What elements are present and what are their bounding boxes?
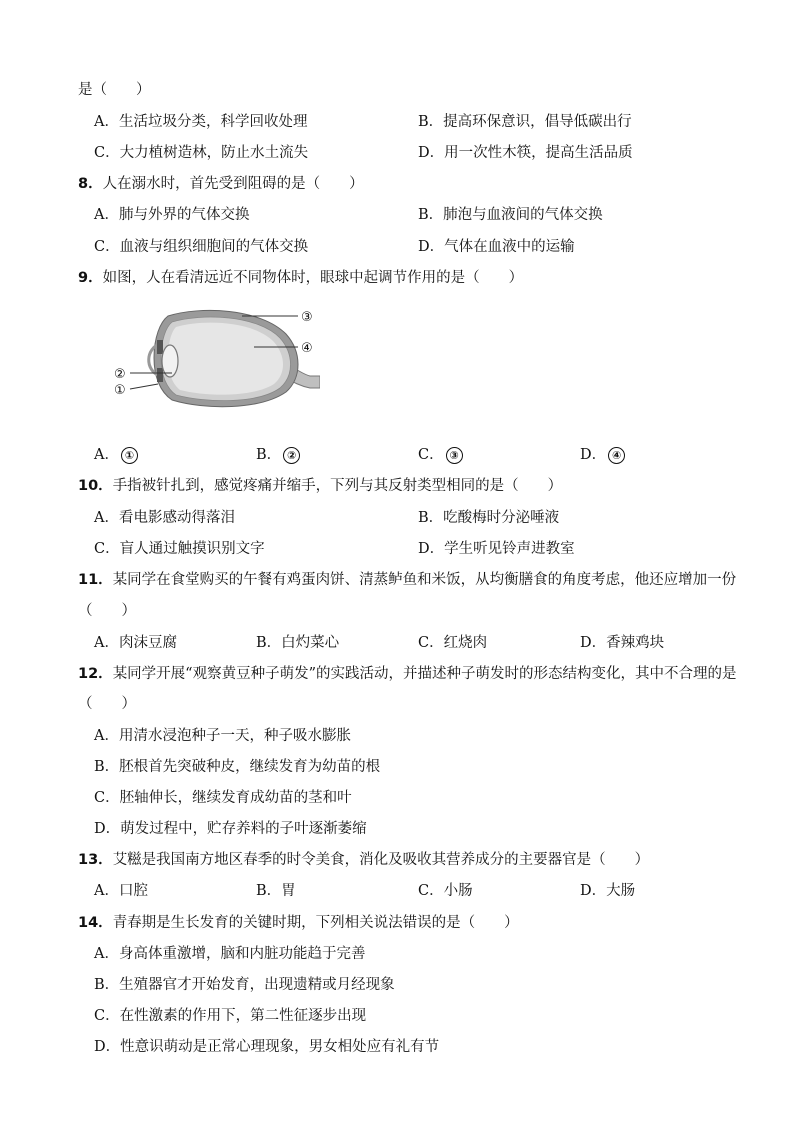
option-text: 香辣鸡块 [606,635,665,651]
q9-option-b [256,445,300,465]
option-letter: A． [94,114,119,130]
question-text: 手指被针扎到，感觉疼痛并缩手，下列与其反射类型相同的是（ ） [112,478,563,494]
option-text: 胚根首先突破种皮，继续发育为幼苗的根 [119,759,381,775]
option-letter: D． [418,145,445,161]
q12-stem-tail: （ ） [78,696,136,712]
question-text: 某同学开展“观察黄豆种子萌发”的实践活动，并描述种子萌发时的形态结构变化，其中不合理的是 [112,666,737,682]
q13-option-b [256,881,296,901]
q7-option-b [418,112,632,132]
q7-option-d [418,143,633,163]
q14-option-a [94,944,365,964]
option-letter: B． [94,977,120,993]
option-text: 在性激素的作用下，第二性征逐步出现 [119,1008,367,1024]
option-text: 提高环保意识，倡导低碳出行 [443,114,632,130]
question-number: 8． [78,176,103,192]
q12-option-d [94,819,367,839]
q13-option-d [580,881,635,901]
option-letter: A． [94,946,119,962]
option-text: 胃 [281,883,296,899]
option-text: ④ [608,447,625,464]
q12-option-a [94,726,351,746]
q11-option-d [580,633,664,653]
option-letter: D． [580,883,607,899]
eye-label-1: ① [114,383,126,398]
option-text: 学生听见铃声进教室 [444,541,575,557]
option-text: 生殖器官才开始发育，出现遗精或月经现象 [119,977,395,993]
option-text: 盲人通过触摸识别文字 [119,541,265,557]
option-text: 身高体重激增，脑和内脏功能趋于完善 [118,946,366,962]
q10-option-b [418,508,559,528]
question-text: 艾糍是我国南方地区春季的时令美食，消化及吸收其营养成分的主要器官是（ ） [112,852,650,868]
q10-stem [78,476,562,496]
option-letter: B． [418,114,444,130]
q7-stem-tail: 是（ ） [78,82,151,98]
option-letter: A． [94,728,119,744]
option-letter: D． [418,239,445,255]
option-text: 小肠 [443,883,473,899]
q13-option-c [418,881,473,901]
q14-option-b [94,975,395,995]
option-text: 生活垃圾分类，科学回收处理 [118,114,308,130]
question-number: 10． [78,478,113,494]
q9-stem [78,268,523,288]
eye-label-3: ③ [301,310,313,325]
q7-option-c [94,143,308,163]
option-letter: A． [94,635,119,651]
q11-option-a [94,633,177,653]
q14-option-d [94,1037,439,1057]
option-text: 肉沫豆腐 [118,635,177,651]
option-text: 性意识萌动是正常心理现象，男女相处应有礼有节 [120,1039,440,1055]
option-letter: A． [94,883,119,899]
option-text: 血液与组织细胞间的气体交换 [119,239,309,255]
q12-option-c [94,788,352,808]
option-text: 萌发过程中，贮存养料的子叶逐渐萎缩 [120,821,367,837]
q11-option-b [256,633,339,653]
option-letter: A． [94,207,119,223]
q11-stem-tail: （ ） [78,603,136,619]
q14-stem [78,913,519,933]
question-text: 某同学在食堂购买的午餐有鸡蛋肉饼、清蒸鲈鱼和米饭，从均衡膳食的角度考虑，他还应增加一份 [112,572,737,588]
option-letter: D． [418,541,445,557]
question-number: 9． [78,270,103,286]
option-text: 大肠 [606,883,636,899]
option-text: 气体在血液中的运输 [444,239,575,255]
question-number: 11． [78,572,113,588]
option-text: 肺泡与血液间的气体交换 [443,207,603,223]
q8-option-c [94,237,308,257]
q8-option-d [418,237,575,257]
q8-stem [78,174,364,194]
option-text: 胚轴伸长，继续发育成幼苗的茎和叶 [119,790,352,806]
option-letter: C． [94,790,120,806]
question-text: 人在溺水时，首先受到阻碍的是（ ） [102,176,364,192]
q10-option-d [418,539,575,559]
option-letter: C． [418,883,444,899]
q13-stem [78,850,649,870]
option-text: ③ [446,447,463,464]
q9-option-a [94,445,138,465]
option-text: ① [121,447,138,464]
question-text: 青春期是生长发育的关键时期，下列相关说法错误的是（ ） [112,915,519,931]
question-number: 13． [78,852,113,868]
option-letter: C． [418,635,444,651]
option-text: 口腔 [118,883,148,899]
option-letter: C． [94,541,120,557]
option-text: 看电影感动得落泪 [118,510,235,526]
option-letter: D． [580,635,607,651]
option-letter: B． [418,207,444,223]
q12-option-b [94,757,380,777]
option-letter: B． [256,447,282,463]
option-letter: C． [94,145,120,161]
q9-option-c [418,445,463,465]
option-text: 红烧肉 [443,635,488,651]
option-text: 白灼菜心 [281,635,340,651]
option-letter: B． [418,510,444,526]
option-letter: C． [94,239,120,255]
option-text: 用清水浸泡种子一天，种子吸水膨胀 [118,728,351,744]
option-letter: A． [94,447,119,463]
option-letter: D． [94,821,121,837]
q11-option-c [418,633,487,653]
q10-option-a [94,508,235,528]
q12-stem [78,664,737,684]
option-text: ② [283,447,300,464]
eye-label-2: ② [114,367,126,382]
q8-option-a [94,205,249,225]
q13-option-a [94,881,148,901]
q9-option-d [580,445,625,465]
option-letter: C． [94,1008,120,1024]
option-letter: D． [94,1039,121,1055]
option-text: 吃酸梅时分泌唾液 [443,510,560,526]
question-number: 14． [78,915,113,931]
option-letter: B． [94,759,120,775]
q11-stem [78,570,736,590]
q8-option-b [418,205,603,225]
option-letter: D． [580,447,607,463]
q14-option-c [94,1006,366,1026]
option-letter: A． [94,510,119,526]
eyeball-diagram [110,300,320,412]
option-text: 用一次性木筷，提高生活品质 [444,145,633,161]
option-letter: B． [256,635,282,651]
option-text: 肺与外界的气体交换 [118,207,250,223]
option-letter: B． [256,883,282,899]
eye-label-4: ④ [301,341,313,356]
question-text: 如图，人在看清远近不同物体时，眼球中起调节作用的是（ ） [102,270,524,286]
question-number: 12． [78,666,113,682]
q10-option-c [94,539,265,559]
option-letter: C． [418,447,444,463]
option-text: 大力植树造林，防止水土流失 [119,145,309,161]
q7-option-a [94,112,307,132]
